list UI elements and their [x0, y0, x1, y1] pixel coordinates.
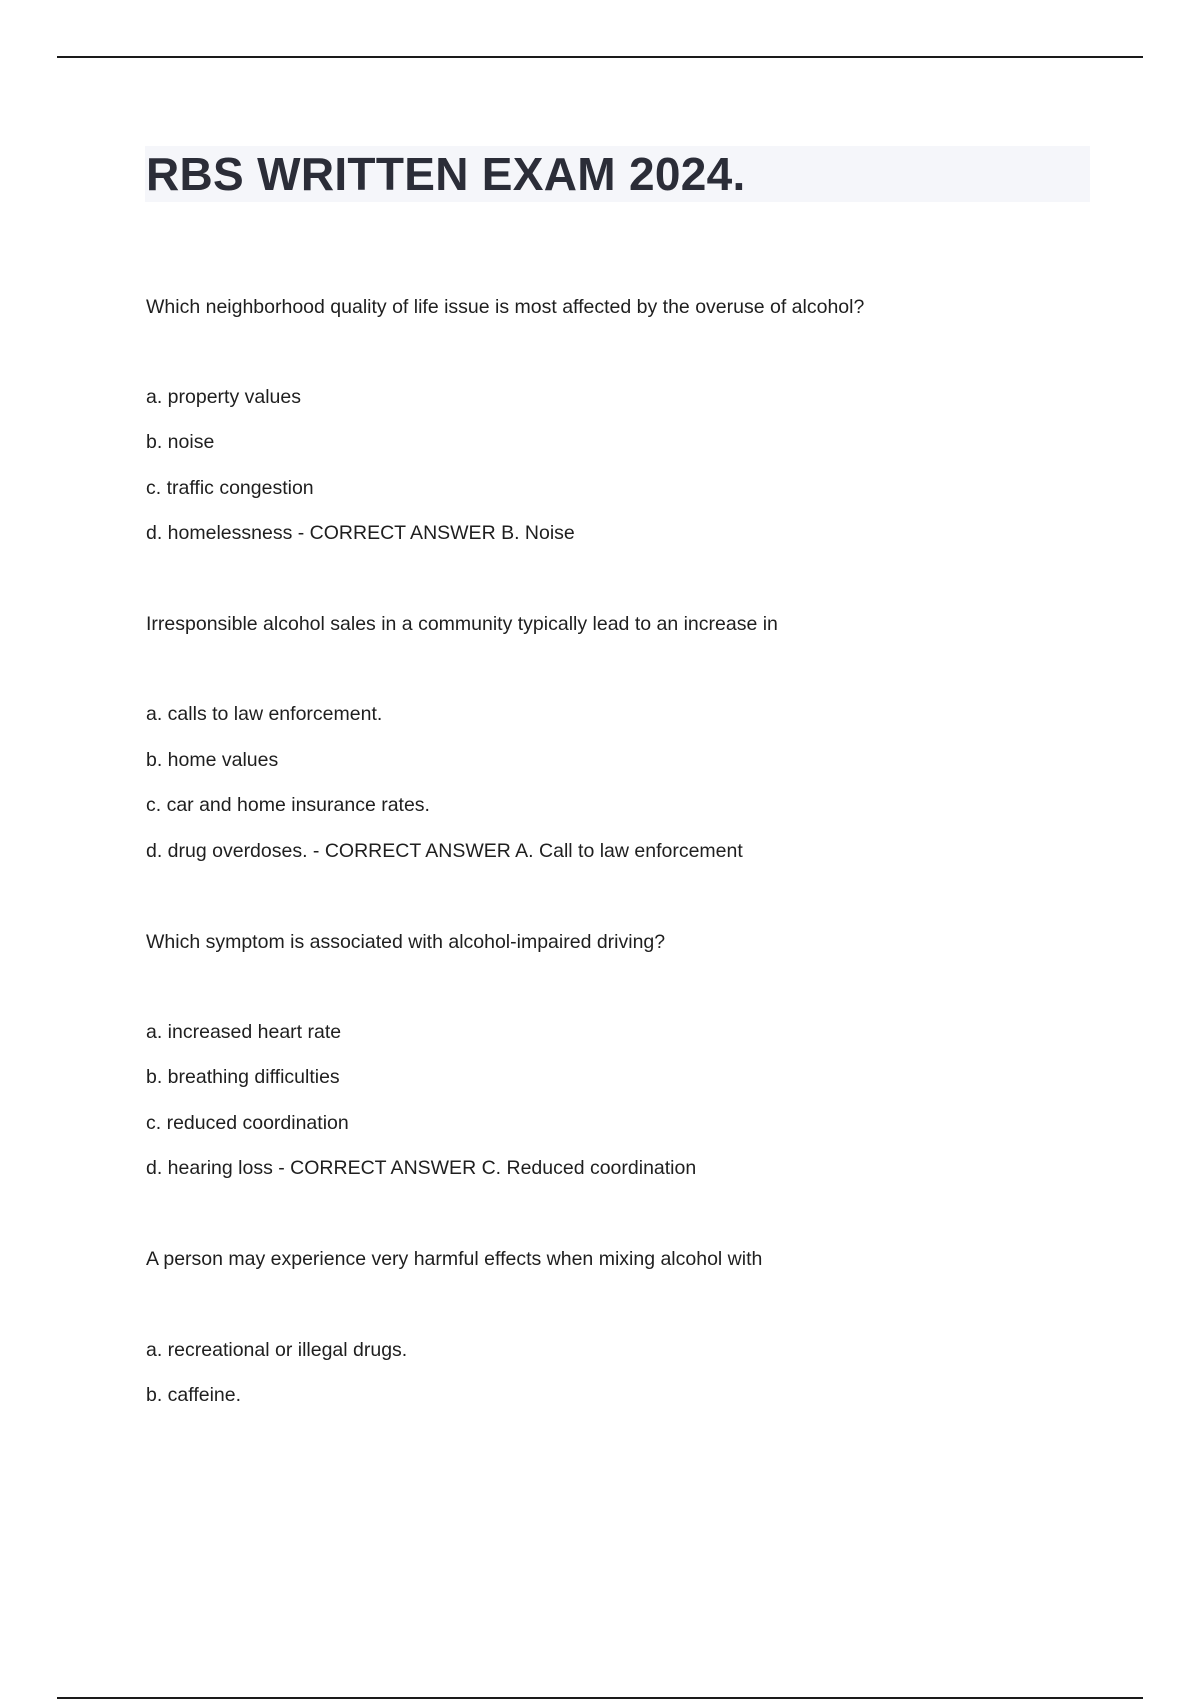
answer-option-with-correct-answer: d. hearing loss - CORRECT ANSWER C. Reduced coordination — [146, 1157, 697, 1179]
top-rule — [57, 56, 1143, 58]
answer-option-with-correct-answer: d. homelessness - CORRECT ANSWER B. Noise — [146, 522, 575, 544]
question-prompt: Irresponsible alcohol sales in a community typically lead to an increase in — [146, 613, 778, 635]
answer-option: b. noise — [146, 431, 215, 453]
answer-option: b. breathing difficulties — [146, 1066, 340, 1088]
answer-option: a. calls to law enforcement. — [146, 703, 383, 725]
answer-option: c. reduced coordination — [146, 1112, 349, 1134]
bottom-rule — [57, 1697, 1143, 1699]
page-title: RBS WRITTEN EXAM 2024. — [146, 148, 746, 200]
answer-option: b. home values — [146, 749, 279, 771]
question-prompt: Which neighborhood quality of life issue is most affected by the overuse of alcohol? — [146, 296, 865, 318]
answer-option-with-correct-answer: d. drug overdoses. - CORRECT ANSWER A. Call to law enforcement — [146, 840, 743, 862]
answer-option: a. increased heart rate — [146, 1021, 342, 1043]
answer-option: b. caffeine. — [146, 1384, 242, 1406]
answer-option: c. traffic congestion — [146, 477, 314, 499]
question-prompt: A person may experience very harmful effects when mixing alcohol with — [146, 1248, 763, 1270]
answer-option: a. recreational or illegal drugs. — [146, 1339, 408, 1361]
answer-option: a. property values — [146, 386, 302, 408]
question-prompt: Which symptom is associated with alcohol-impaired driving? — [146, 931, 666, 953]
answer-option: c. car and home insurance rates. — [146, 794, 430, 816]
